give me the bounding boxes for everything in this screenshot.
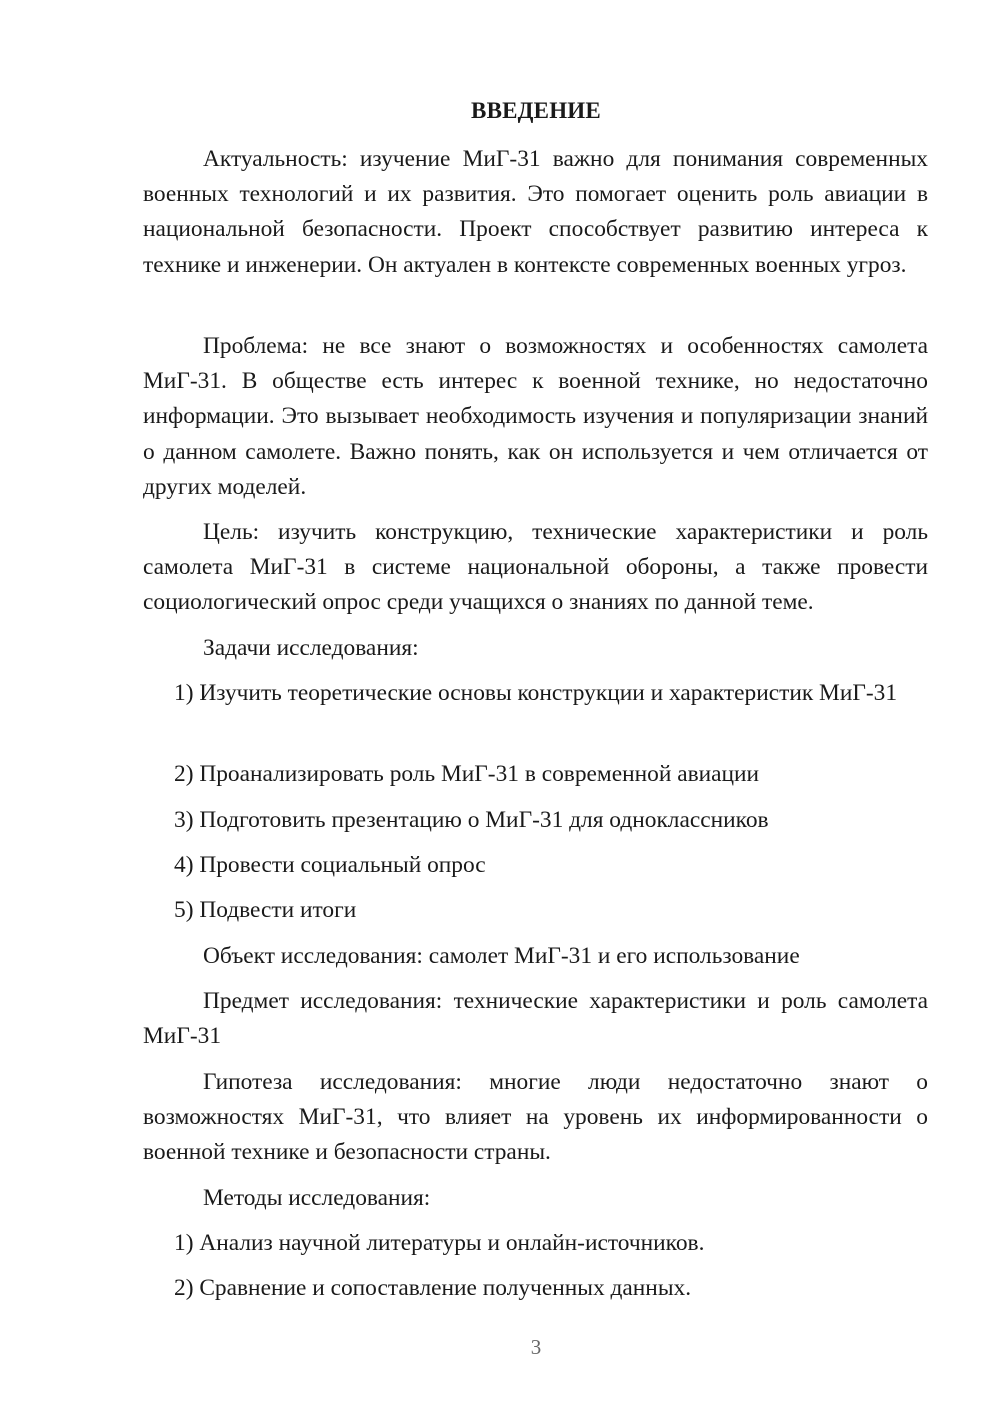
tasks-heading: Задачи исследования: — [203, 635, 419, 661]
task-item-1: 1) Изучить теоретические основы конструкции и характеристик МиГ-31 — [174, 680, 898, 706]
task-item-3: 3) Подготовить презентацию о МиГ-31 для одноклассников — [174, 807, 769, 833]
method-item-2: 2) Сравнение и сопоставление полученных данных. — [174, 1275, 692, 1301]
hypothesis-paragraph: Гипотеза исследования: многие люди недостаточно знают о возможностях МиГ-31, что влияет на уровень их информированности о военной технике и безопасности страны. — [143, 1069, 928, 1166]
task-item-2: 2) Проанализировать роль МиГ-31 в современной авиации — [174, 761, 760, 787]
page-number: 3 — [530, 1335, 542, 1359]
methods-heading: Методы исследования: — [203, 1185, 431, 1211]
relevance-paragraph: Актуальность: изучение МиГ-31 важно для понимания современных военных технологий и их развития. Это помогает оценить роль авиации в национальной безопасности. Проект способствует развитию интереса к технике и инженерии. Он актуален в контексте современных военных угроз. — [143, 146, 928, 278]
goal-paragraph: Цель: изучить конструкцию, технические характеристики и роль самолета МиГ-31 в системе национальной обороны, а также провести социологический опрос среди учащихся о знаниях по данной теме. — [143, 519, 928, 616]
section-title: ВВЕДЕНИЕ — [471, 98, 601, 123]
task-item-5: 5) Подвести итоги — [174, 897, 357, 923]
method-item-1: 1) Анализ научной литературы и онлайн-источников. — [174, 1230, 705, 1256]
subject-paragraph: Предмет исследования: технические характеристики и роль самолета МиГ-31 — [143, 988, 928, 1050]
object-paragraph: Объект исследования: самолет МиГ-31 и его использование — [203, 943, 800, 969]
task-item-4: 4) Провести социальный опрос — [174, 852, 486, 878]
problem-paragraph: Проблема: не все знают о возможностях и особенностях самолета МиГ-31. В обществе есть интерес к военной технике, но недостаточно информации. Это вызывает необходимость изучения и популяризации знаний о данном самолете. Важно понять, как он используется и чем отличается от других моделей. — [143, 333, 928, 500]
